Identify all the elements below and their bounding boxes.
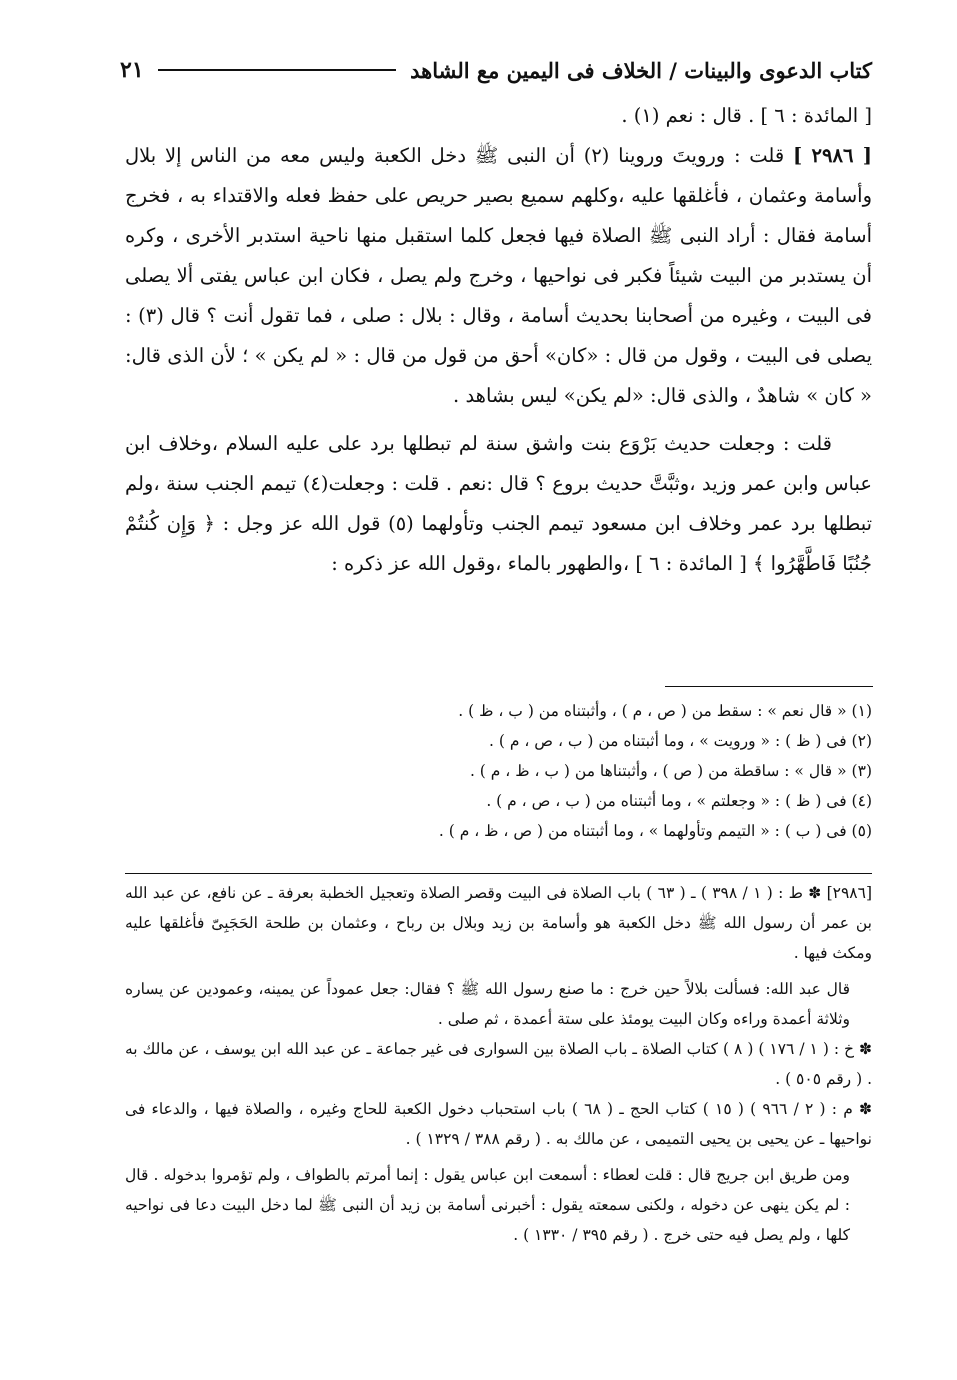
page-header — [120, 50, 872, 90]
footnote-3: (٣) « قال » : ساقطة من ( ص ) ، وأثبتناها من ( ب ، ظ ، م ) . — [469, 762, 872, 780]
continuation-line: [ المائدة : ٦ ] . قال : نعم (١) . — [621, 104, 872, 127]
paragraph-2986-text: قلت : ورويتَ وروينا (٢) أن النبى ﷺ دخل الكعبة وليس معه من الناس إلا بلال وأسامة وعثمان ، فأغلقها عليه ،وكلهم سميع بصير حريص على حفظ فعله والاقتداء به ، فخرج أسامة فقال : أراد النبى ﷺ الصلاة فيها فجعل كلما استقبل منها ناحية استدبر الأخرى ، وكره أن يستدبر من البيت شيئاً فكبر فى نواحيها ، وخرج ولم يصل ، فكان ابن عباس يفتى ألا يصلى فى البيت ، وغيره من أصحابنا بحديث أسامة ، وقال : بلال : صلى ، فما تقول أنت ؟ قال (٣) : يصلى فى البيت ، وقول من قال : «كان» أحق من قول من قال : « لم يكن » ؛ لأن الذى قال: « كان » شاهدٌ ، والذى قال: «لم يكن» ليس بشاهد . — [125, 144, 872, 407]
paragraph-2986 — [125, 136, 872, 416]
footnote-2: (٢) فى ( ظ ) : « ورويت » ، وما أثبتناه من ( ب ، ص ، م ) . — [489, 732, 872, 750]
reference-abdullah: قال عبد الله: فسألت بلالاً حين خرج : ما صنع رسول الله ﷺ ؟ فقال: جعل عموداً عن يمينه، وعمودين عن يساره وثلاثة أعمدة وراءه وكان البيت يومئذ على ستة أعمدة ، ثم صلى . — [125, 980, 850, 1028]
footnotes — [125, 696, 872, 846]
references-separator — [125, 873, 872, 874]
running-title: كتاب الدعوى والبينات / الخلاف فى اليمين مع الشاهد — [410, 57, 872, 83]
reference-muwatta: [٢٩٨٦] ✽ ط : ( ١ / ٣٩٨ ) ـ ( ٦٣ ) باب الصلاة فى البيت وقصر الصلاة وتعجيل الخطبة بعرفة ـ عن نافع، عن عبد الله بن عمر أن رسول الله ﷺ دخل الكعبة هو وأسامة بن زيد وبلال بن رباح ، وعثمان بن طلحة الحَجَبِىّ فأغلقها عليه ومكث فيها . — [125, 884, 873, 962]
paragraph-number: [ ٢٩٨٦ ] — [792, 144, 872, 167]
footnote-separator — [665, 686, 873, 687]
page-number: ٢١ — [120, 57, 144, 83]
header-rule — [158, 69, 397, 71]
footnote-4: (٤) فى ( ظ ) : « وجعلتم » ، وما أثبتناه من ( ب ، ص ، م ) . — [486, 792, 872, 810]
hadith-references — [125, 878, 872, 1250]
footnote-5: (٥) فى ( ب ) : « التيمم وتأولهما » ، وما أثبتناه من ( ص ، ظ ، م ) . — [438, 822, 872, 840]
reference-bukhari: ✽ خ : ( ١ / ١٧٦ ) ( ٨ ) كتاب الصلاة ـ باب الصلاة بين السوارى فى غير جماعة ـ عن عبد الله ابن يوسف ، عن مالك به . ( رقم ٥٠٥ ) . — [125, 1040, 872, 1088]
footnote-1: (١) « قال نعم » : سقط من ( ص ، م ) ، وأثبتناه من ( ب ، ظ ) . — [458, 702, 872, 720]
main-text — [125, 96, 872, 584]
reference-ibn-jurayj: ومن طريق ابن جريج قال : قلت لعطاء : أسمعت ابن عباس يقول : إنما أمرتم بالطواف ، ولم تؤمروا بدخوله . قال : لم يكن ينهى عن دخوله ، ولكنى سمعته يقول : أخبرنى أسامة بن زيد أن النبى ﷺ لما دخل البيت دعا فى نواحيه كلها ، ولم يصل فيه حتى خرج . ( رقم ٣٩٥ / ١٣٣٠ ) . — [125, 1166, 850, 1244]
reference-muslim: ✽ م : ( ٢ / ٩٦٦ ) ( ١٥ ) كتاب الحج ـ ( ٦٨ ) باب استحباب دخول الكعبة للحاج وغيره ، والصلاة فيها ، والدعاء فى نواحيها ـ عن يحيى بن يحيى التميمى ، عن مالك به . ( رقم ٣٨٨ / ١٣٢٩ ) . — [125, 1100, 873, 1148]
paragraph-barwa: قلت : وجعلت حديث بَرْوَع بنت واشق سنة لم تبطلها برد على عليه السلام ،وخلاف ابن عباس وابن عمر وزيد ،وثبَّتَّ حديث بروع ؟ قال :نعم . قلت : وجعلت(٤) تيمم الجنب سنة ،ولم تبطلها برد عمر وخلاف ابن مسعود تيمم الجنب وتأولهما (٥) قول الله عز وجل : ﴿ وَإِن كُنتُمْ جُنُبًا فَاطَّهَّرُوا ﴾ [ المائدة : ٦ ] ،والطهور بالماء ،وقول الله عز ذكره : — [125, 432, 873, 575]
